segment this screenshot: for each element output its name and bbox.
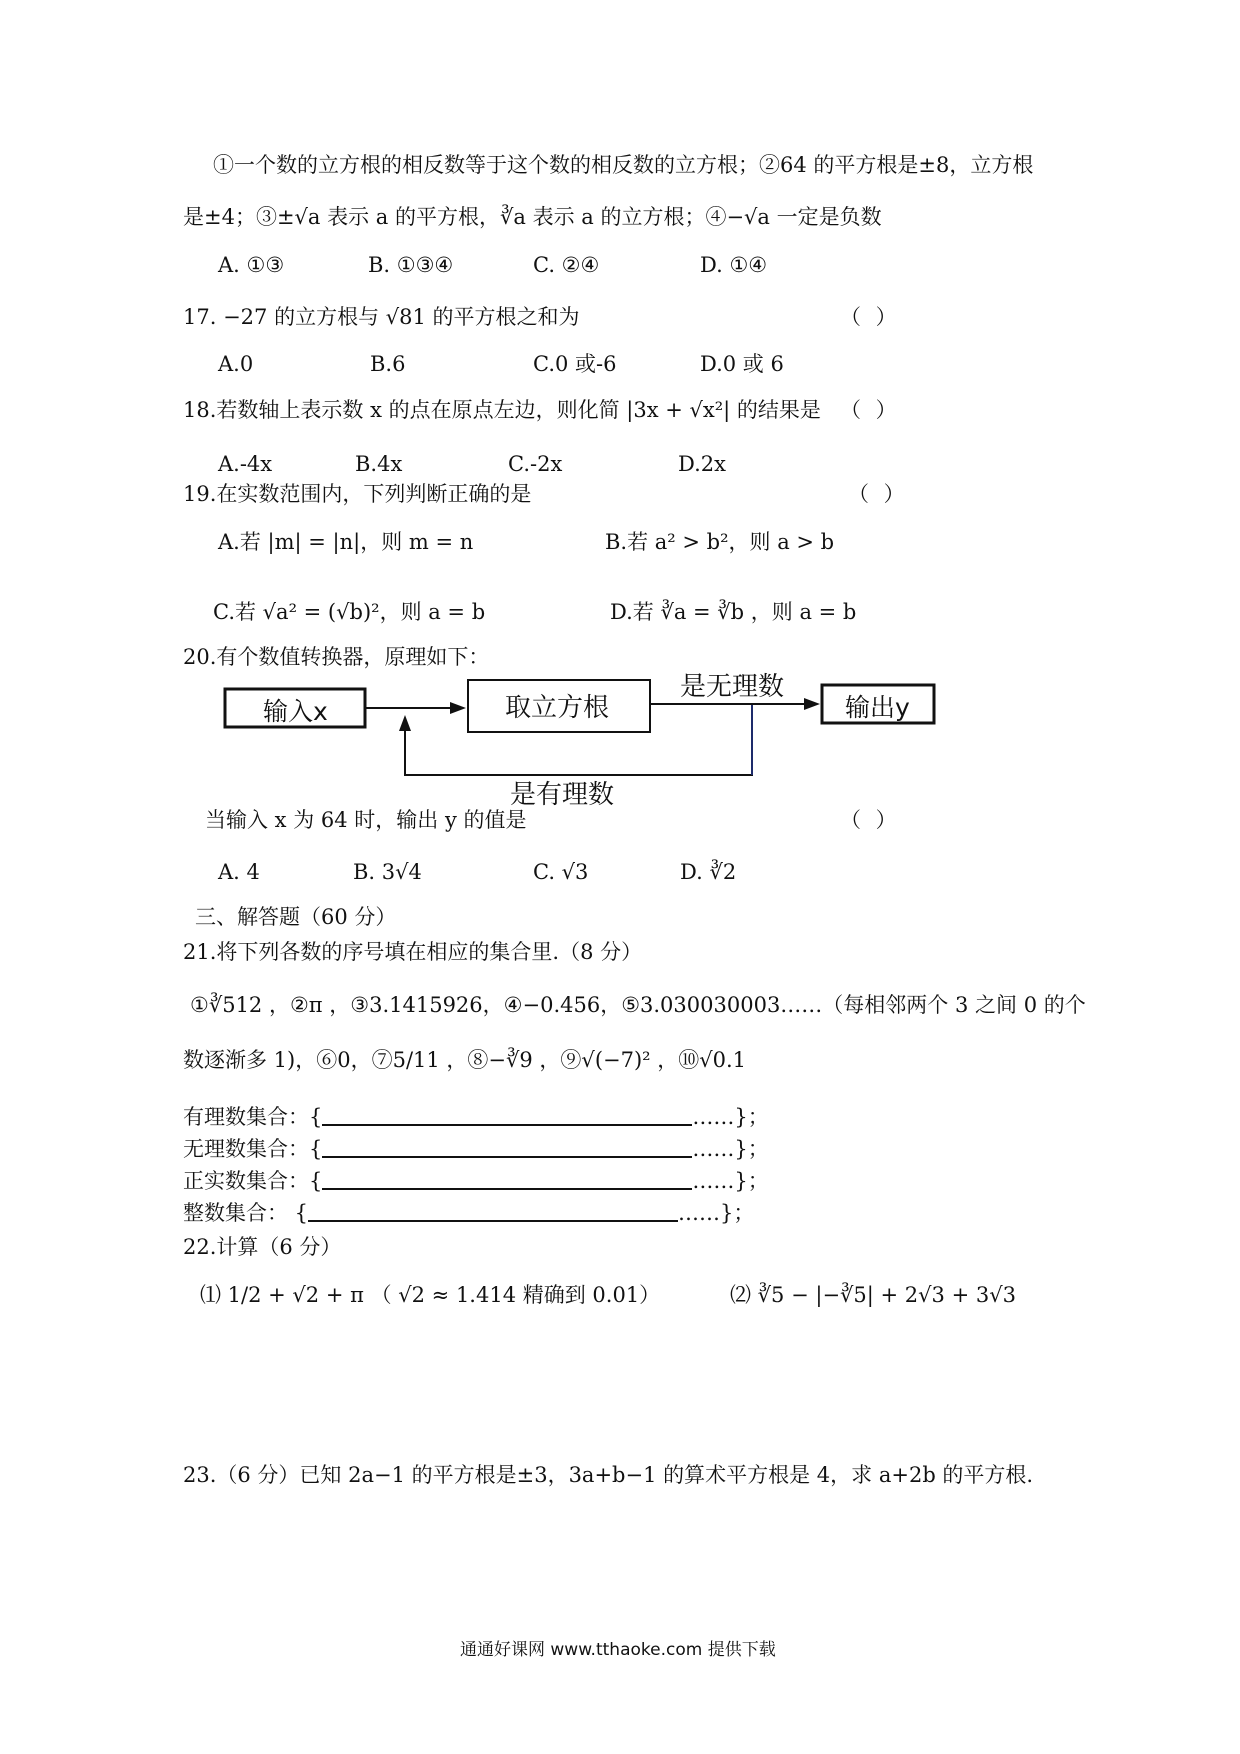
q16-option-c: C. ②④ — [533, 253, 600, 277]
set-irrational-end: ……}； — [692, 1137, 769, 1161]
q19-option-b: B.若 a² > b²，则 a > b — [605, 530, 835, 554]
set-integer — [183, 1201, 754, 1226]
set-positive-real — [183, 1169, 769, 1194]
q20-option-a: A. 4 — [218, 860, 260, 884]
q22-part2: ⑵ ∛5 − |−∛5| + 2√3 + 3√3 — [730, 1283, 1016, 1307]
q20-text: 20.有个数值转换器，原理如下： — [183, 645, 490, 669]
q20-answer-bracket: （ ） — [840, 808, 901, 832]
set-integer-label: 整数集合： { — [183, 1201, 309, 1225]
q19-option-c: C.若 √a² = (√b)²，则 a = b — [213, 600, 486, 624]
set-positive-real-blank[interactable] — [322, 1170, 692, 1190]
q18-answer-bracket: （ ） — [840, 398, 901, 422]
flow-output-label: 输出y — [845, 693, 910, 722]
q18-option-a: A.-4x — [218, 452, 273, 476]
set-irrational — [183, 1137, 769, 1162]
q16-option-b: B. ①③④ — [368, 253, 454, 277]
flow-rational-label: 是有理数 — [510, 780, 615, 810]
set-irrational-blank[interactable] — [322, 1138, 692, 1158]
q21-numbers-line1: ①∛512 ，②π ，③3.1415926，④−0.456，⑤3.030030003……（每相邻两个 3 之间 0 的个 — [190, 993, 1086, 1017]
q17-text: 17. −27 的立方根与 √81 的平方根之和为 — [183, 305, 580, 329]
flow-diagram — [0, 665, 1240, 825]
q17-answer-bracket: （ ） — [840, 305, 901, 329]
set-positive-real-end: ……}； — [692, 1169, 769, 1193]
q21-text: 21.将下列各数的序号填在相应的集合里.（8 分） — [183, 940, 643, 964]
set-integer-blank[interactable] — [308, 1202, 678, 1222]
set-irrational-label: 无理数集合：{ — [183, 1137, 323, 1161]
flow-arrowhead-loop — [399, 715, 411, 731]
q16-statement-line1: ①一个数的立方根的相反数等于这个数的相反数的立方根；②64 的平方根是±8，立方根 — [213, 153, 1034, 177]
flow-arrowhead-process — [450, 702, 466, 714]
q20-option-b: B. 3√4 — [353, 860, 422, 884]
page-footer: 通通好课网 www.tthaoke.com 提供下载 — [460, 1640, 776, 1660]
set-rational-end: ……}； — [692, 1105, 769, 1129]
q22-text: 22.计算（6 分） — [183, 1235, 342, 1259]
flow-process-label: 取立方根 — [505, 693, 610, 723]
section3-title: 三、解答题（60 分） — [195, 905, 397, 929]
q18-option-b: B.4x — [355, 452, 403, 476]
q17-option-b: B.6 — [370, 352, 406, 376]
q19-option-d: D.若 ∛a = ∛b ，则 a = b — [610, 600, 857, 624]
q18-text: 18.若数轴上表示数 x 的点在原点左边，则化简 |3x + √x²| 的结果是 — [183, 398, 821, 422]
flow-irrational-label: 是无理数 — [680, 672, 785, 702]
q19-option-a: A.若 |m| = |n|，则 m = n — [218, 530, 474, 554]
q16-option-a: A. ①③ — [218, 253, 285, 277]
q19-text: 19.在实数范围内，下列判断正确的是 — [183, 482, 532, 506]
q18-option-c: C.-2x — [508, 452, 563, 476]
set-rational — [183, 1105, 769, 1130]
flow-input-label: 输入x — [263, 697, 328, 726]
q16-option-d: D. ①④ — [700, 253, 768, 277]
set-rational-label: 有理数集合：{ — [183, 1105, 323, 1129]
q22-part1: ⑴ 1/2 + √2 + π （ √2 ≈ 1.414 精确到 0.01） — [200, 1283, 661, 1307]
set-rational-blank[interactable] — [322, 1106, 692, 1126]
q20-question: 当输入 x 为 64 时，输出 y 的值是 — [205, 808, 527, 832]
q17-option-d: D.0 或 6 — [700, 352, 784, 376]
set-integer-end: ……}； — [678, 1201, 755, 1225]
q16-statement-line2: 是±4；③±√a 表示 a 的平方根，∛a 表示 a 的立方根；④−√a 一定是负数 — [183, 205, 882, 229]
flow-arrowhead-output — [804, 698, 820, 710]
q19-answer-bracket: （ ） — [848, 482, 909, 506]
q17-option-a: A.0 — [218, 352, 254, 376]
q21-numbers-line2: 数逐渐多 1)，⑥0，⑦5/11 ，⑧−∛9 ，⑨√(−7)² ，⑩√0.1 — [183, 1048, 747, 1072]
q17-option-c: C.0 或-6 — [533, 352, 617, 376]
q23-text: 23.（6 分）已知 2a−1 的平方根是±3，3a+b−1 的算术平方根是 4，求 a+2b 的平方根. — [183, 1463, 1034, 1487]
set-positive-real-label: 正实数集合：{ — [183, 1169, 323, 1193]
q20-option-d: D. ∛2 — [680, 860, 737, 884]
q20-option-c: C. √3 — [533, 860, 589, 884]
q18-option-d: D.2x — [678, 452, 726, 476]
